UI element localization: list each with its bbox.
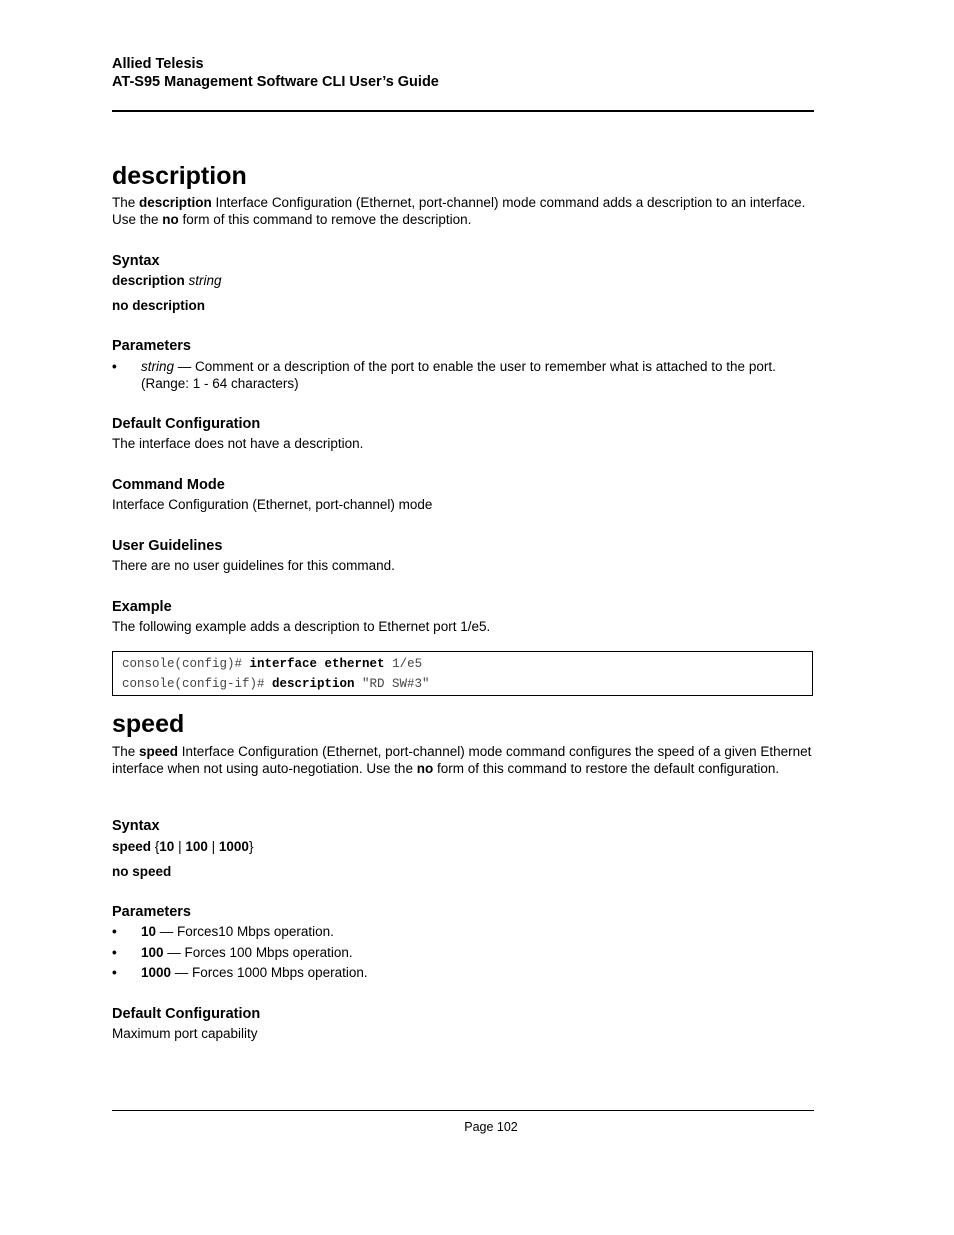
speed-intro: The speed Interface Configuration (Ethernet, port-channel) mode command configures the speed of a given Ethernet interface when not using auto-negotiation. Use the no form of this command to restore the default configuration.	[112, 744, 812, 776]
header-guide-title: AT-S95 Management Software CLI User’s Guide	[112, 74, 439, 90]
speed-syntax-no: no speed	[112, 864, 172, 879]
description-syntax-no: no description	[112, 298, 206, 313]
speed-syntax: speed {10 | 100 | 1000}	[112, 839, 254, 854]
description-default-heading: Default Configuration	[112, 416, 261, 432]
description-example-text: The following example adds a description to Ethernet port 1/e5.	[112, 619, 491, 634]
description-title: description	[112, 162, 247, 190]
description-default-text: The interface does not have a description.	[112, 436, 364, 451]
page-number: Page 102	[464, 1120, 518, 1134]
header-company: Allied Telesis	[112, 56, 204, 72]
speed-title: speed	[112, 710, 185, 738]
bullet-icon: •	[112, 965, 117, 980]
description-mode-heading: Command Mode	[112, 477, 225, 493]
description-guidelines-heading: User Guidelines	[112, 538, 223, 554]
description-intro: The description Interface Configuration (Ethernet, port-channel) mode command adds a description to an interface. Use the no form of this command to remove the description.	[112, 195, 806, 227]
code-line-2: console(config-if)# description "RD SW#3"	[122, 677, 430, 691]
bullet-icon: •	[112, 945, 117, 960]
speed-default-heading: Default Configuration	[112, 1006, 261, 1022]
description-guidelines-text: There are no user guidelines for this command.	[112, 558, 395, 573]
code-line-1: console(config)# interface ethernet 1/e5	[122, 657, 423, 671]
code-example-box	[112, 651, 813, 696]
description-syntax: description string	[112, 273, 222, 288]
bullet-icon: •	[112, 924, 117, 939]
description-example-heading: Example	[112, 599, 172, 615]
description-parameters-heading: Parameters	[112, 338, 191, 354]
description-mode-text: Interface Configuration (Ethernet, port-channel) mode	[112, 497, 433, 512]
footer-rule	[112, 1110, 814, 1111]
description-syntax-heading: Syntax	[112, 253, 160, 269]
speed-syntax-heading: Syntax	[112, 818, 160, 834]
running-header	[112, 55, 439, 91]
speed-default-text: Maximum port capability	[112, 1026, 258, 1041]
speed-parameters-heading: Parameters	[112, 904, 191, 920]
header-rule	[112, 110, 814, 112]
bullet-icon: •	[112, 359, 117, 374]
